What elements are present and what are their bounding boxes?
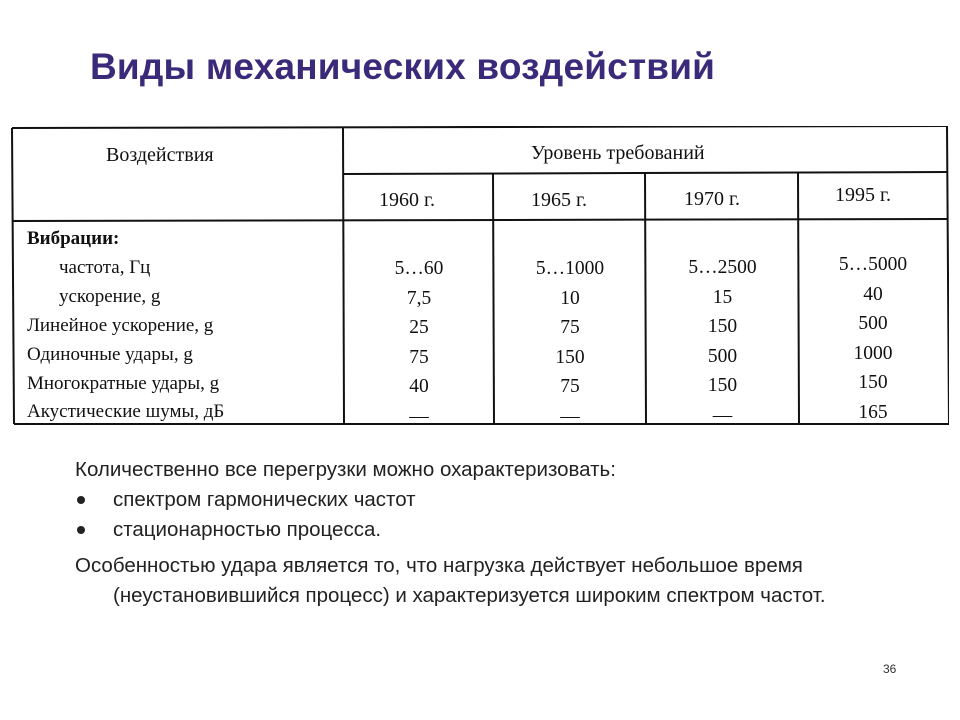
year-1995: 1995 г. <box>835 184 891 206</box>
body-text <box>75 455 895 611</box>
row-label-multiple-shocks: Многократные удары, g <box>27 373 220 394</box>
column-1995 <box>799 250 947 427</box>
cell-1995-frequency: 5…5000 <box>838 254 908 275</box>
cell-1970-acoustic: — <box>712 404 733 426</box>
cell-1965-linear: 75 <box>560 317 580 338</box>
year-1970: 1970 г. <box>684 188 740 210</box>
cell-1960-multiple: 40 <box>409 376 429 397</box>
bullet-text: стационарностью процесса. <box>113 518 382 541</box>
cell-1960-frequency: 5…60 <box>394 258 444 279</box>
cell-1995-acceleration: 40 <box>863 283 883 305</box>
year-1965: 1965 г. <box>531 189 587 211</box>
cell-1960-acoustic: — <box>409 405 429 427</box>
cell-1995-multiple: 150 <box>858 372 888 393</box>
page-title: Виды механических воздействий <box>90 46 716 87</box>
column-1965 <box>494 254 646 431</box>
cell-1995-acoustic: 165 <box>858 401 888 423</box>
bullet-item <box>75 485 895 515</box>
header-effects: Воздействия <box>106 144 214 166</box>
cell-1970-single: 500 <box>707 345 738 367</box>
row-label-acoustic-noise: Акустические шумы, дБ <box>27 401 225 422</box>
year-1960: 1960 г. <box>379 189 435 211</box>
bullet-dot-icon <box>77 526 85 534</box>
bullet-dot-icon <box>77 496 85 504</box>
cell-1970-linear: 150 <box>707 316 738 337</box>
column-1960 <box>344 254 494 431</box>
cell-1960-single: 75 <box>409 346 429 368</box>
intro-paragraph: Количественно все перегрузки можно охарактеризовать: <box>75 458 616 481</box>
requirements-table <box>11 126 949 426</box>
column-1970 <box>646 253 799 430</box>
header-requirement-level: Уровень требований <box>531 142 705 164</box>
row-label-linear-acceleration: Линейное ускорение, g <box>27 315 214 336</box>
row-label-frequency: частота, Гц <box>59 257 151 278</box>
row-label-single-shocks: Одиночные удары, g <box>27 344 193 365</box>
bullet-item <box>75 515 895 545</box>
row-label-acceleration: ускорение, g <box>59 286 161 307</box>
cell-1995-linear: 500 <box>858 313 888 334</box>
shock-paragraph: Особенностью удара является то, что нагрузка действует небольшое время (неустановившийся процесс) и характеризуется широким спектром частот. <box>75 554 826 607</box>
cell-1970-acceleration: 15 <box>712 286 733 308</box>
cell-1965-acceleration: 10 <box>560 287 580 309</box>
cell-1960-linear: 25 <box>409 317 429 338</box>
cell-1970-multiple: 150 <box>707 375 738 396</box>
cell-1970-frequency: 5…2500 <box>688 257 757 278</box>
page-number: 36 <box>883 662 897 676</box>
cell-1965-single: 150 <box>555 346 585 368</box>
cell-1995-single: 1000 <box>853 342 893 364</box>
cell-1960-acceleration: 7,5 <box>406 287 432 309</box>
bullet-text: спектром гармонических частот <box>113 488 416 511</box>
row-label-vibration: Вибрации: <box>27 228 120 249</box>
cell-1965-multiple: 75 <box>560 376 580 397</box>
cell-1965-frequency: 5…1000 <box>535 258 605 279</box>
cell-1965-acoustic: — <box>560 405 580 427</box>
